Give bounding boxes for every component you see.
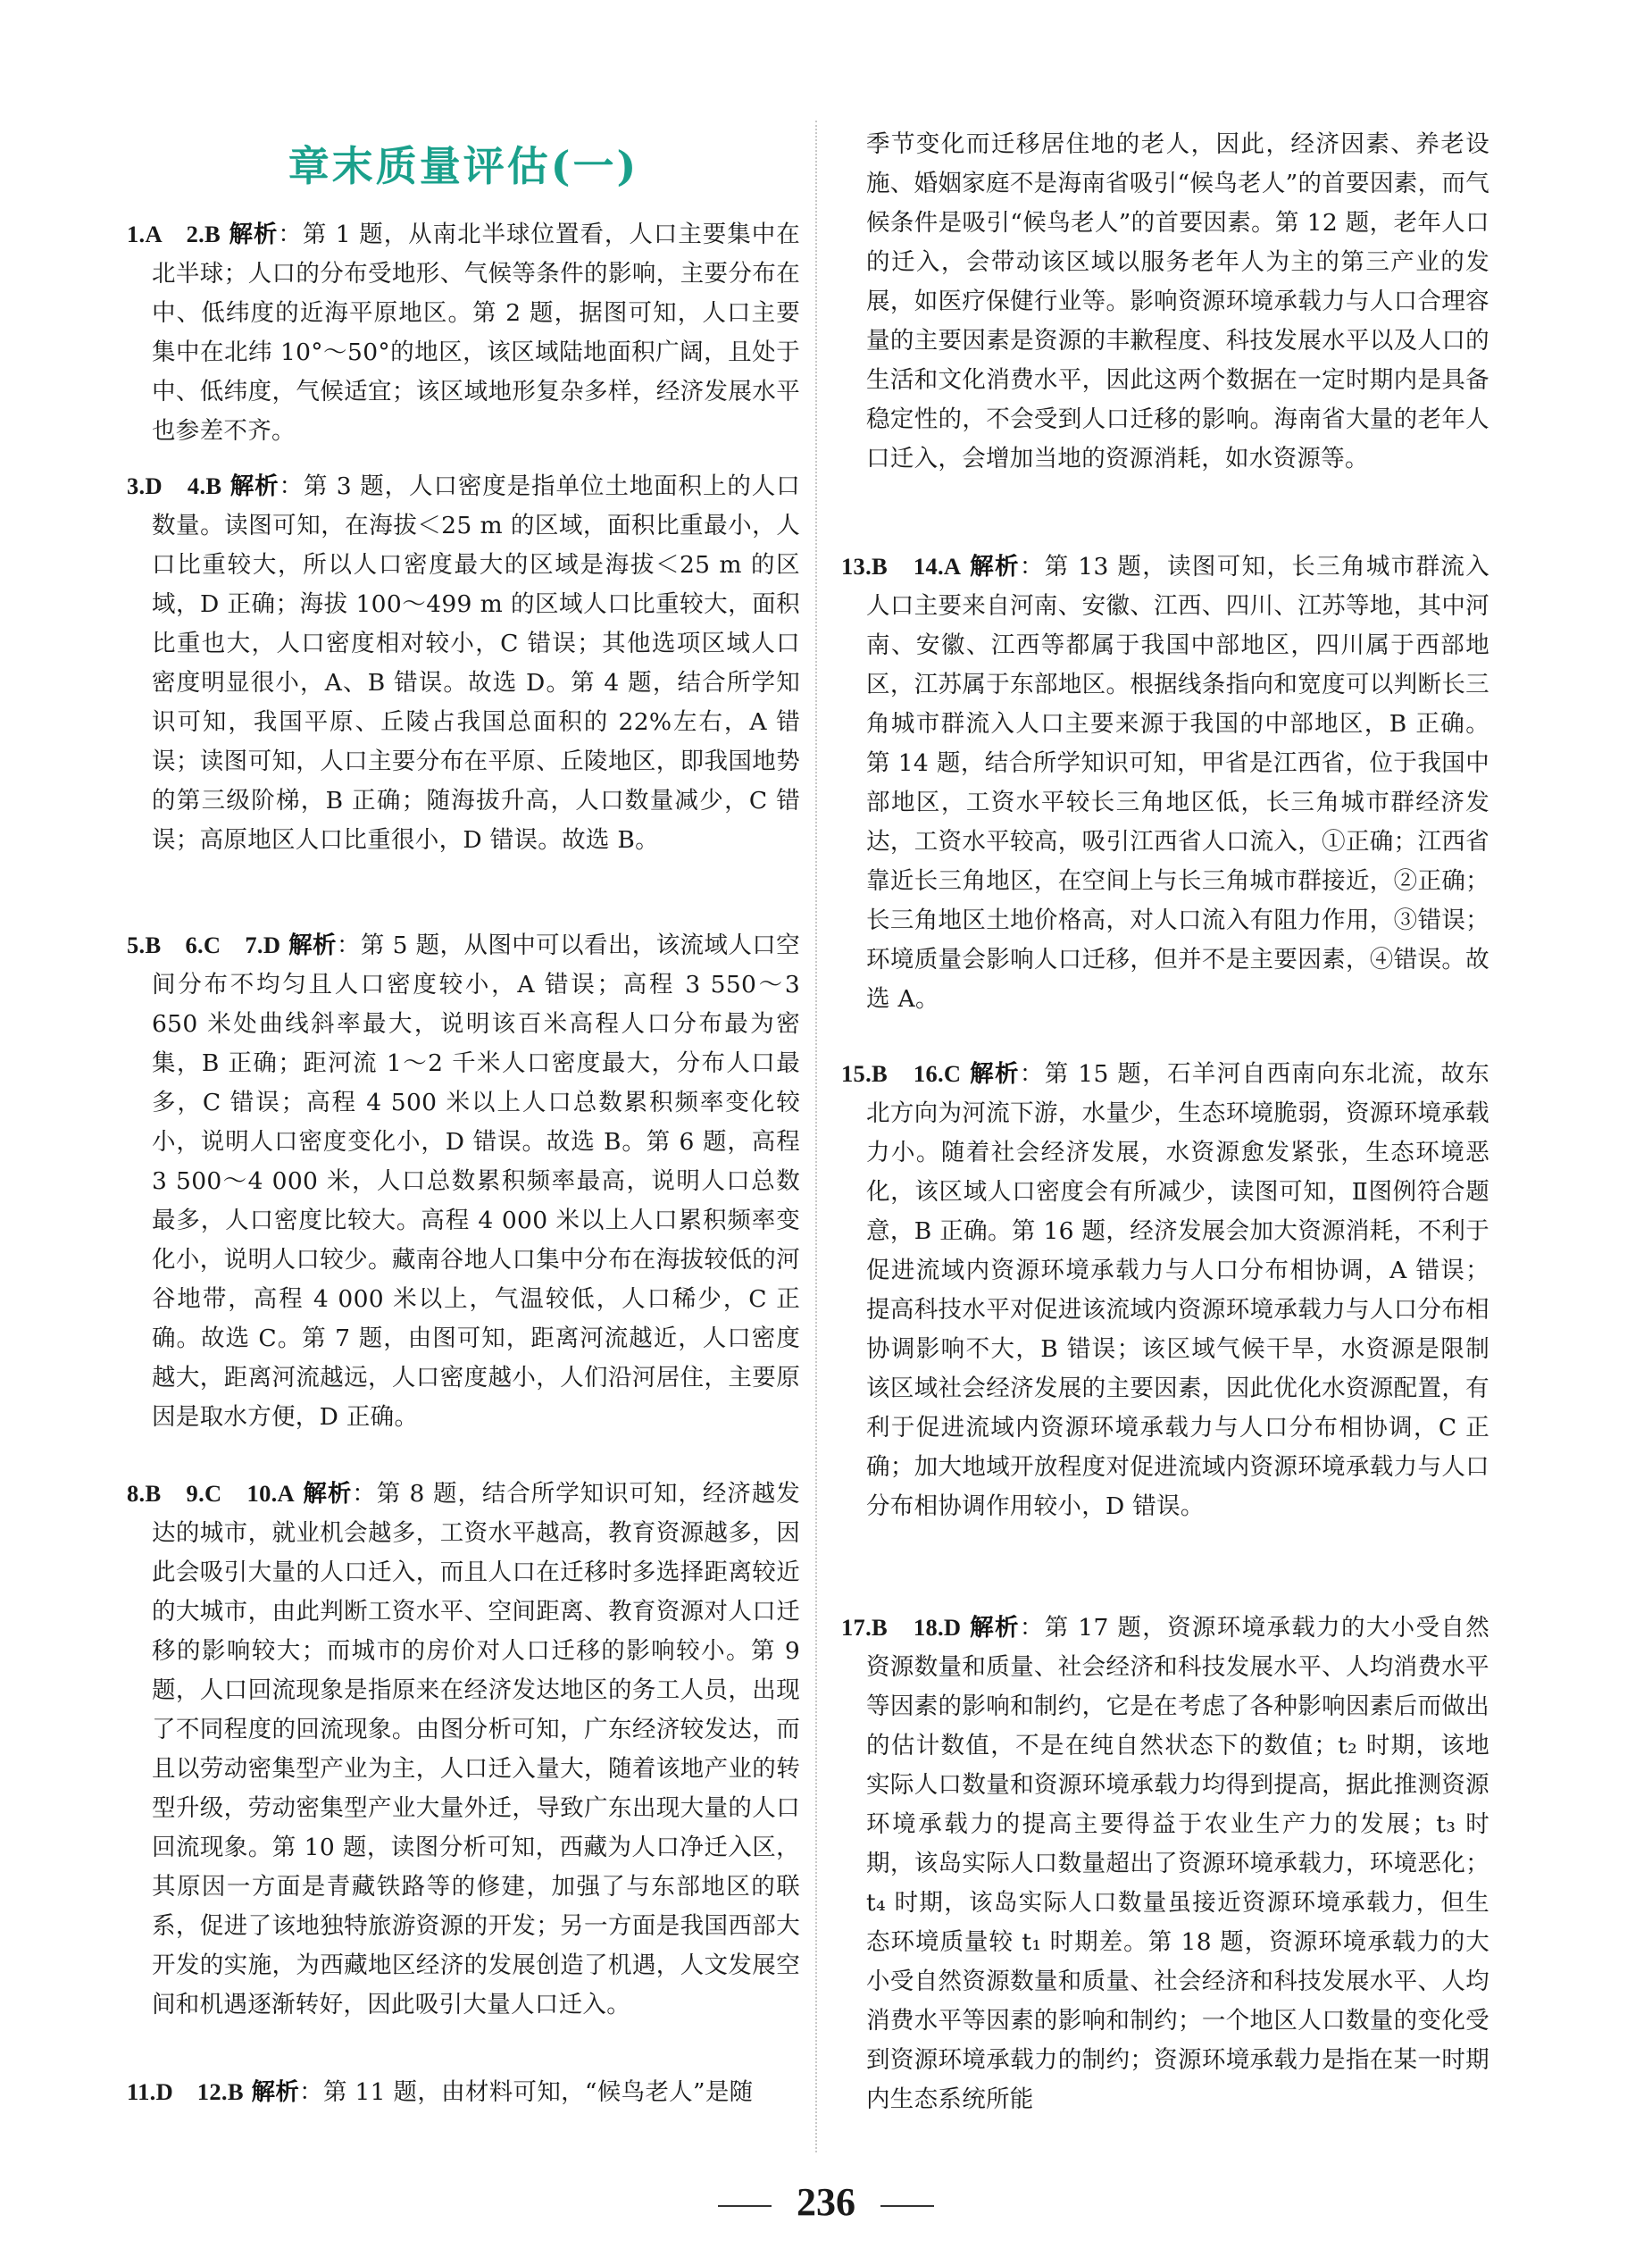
analysis-label: 解析 xyxy=(970,1060,1020,1088)
answer-keys: 3.D 4.B xyxy=(127,472,222,499)
answer-block-5-7 xyxy=(127,925,800,1437)
analysis-label: 解析 xyxy=(229,221,279,248)
answer-block-15-16 xyxy=(841,1054,1489,1526)
answer-keys: 13.B 14.A xyxy=(841,553,962,580)
answer-block-3-4 xyxy=(127,466,800,860)
analysis-text: ：第 8 题，结合所学知识可知，经济越发达的城市，就业机会越多，工资水平越高，教育资源越多，因此会吸引大量的人口迁入，而且人口在迁移时多选择距离较近的大城市，由此判断工资水平、空间距离、教育资源对人口迁移的影响较大；而城市的房价对人口迁移的影响较小。第 9 题，人口回流现象是指原来在经济发达地区的务工人员，出现了不同程度的回流现象。由图分析可知，广东经济较发达，而且以劳动密集型产业为主，人口迁入量大，随着该地产业的转型升级，劳动密集型产业大量外迁，导致广东出现大量的人口回流现象。第 10 题，读图分析可知，西藏为人口净迁入区，其原因一方面是青藏铁路等的修建，加强了与东部地区的联系，促进了该地独特旅游资源的开发；另一方面是我国西部大开发的实施，为西藏地区经济的发展创造了机遇，人文发展空间和机遇逐渐转好，因此吸引大量人口迁入。 xyxy=(152,1480,800,2018)
answer-keys: 11.D 12.B xyxy=(127,2078,244,2105)
answer-block-13-14 xyxy=(841,547,1489,1019)
answer-block-1-2 xyxy=(127,214,800,451)
analysis-text: 季节变化而迁移居住地的老人，因此，经济因素、养老设施、婚姻家庭不是海南省吸引“候鸟老人”的首要因素，而气候条件是吸引“候鸟老人”的首要因素。第 12 题，老年人口的迁入，会带动该区域以服务老年人为主的第三产业的发展，如医疗保健行业等。影响资源环境承载力与人口合理容量的主要因素是资源的丰歉程度、科技发展水平以及人口的生活和文化消费水平，因此这两个数据在一定时期内是具备稳定性的，不会受到人口迁移的影响。海南省大量的老年人口迁入，会增加当地的资源消耗，如水资源等。 xyxy=(866,130,1489,472)
chapter-title: 章末质量评估(一) xyxy=(288,142,639,190)
analysis-text: ：第 1 题，从南北半球位置看，人口主要集中在北半球；人口的分布受地形、气候等条件的影响，主要分布在中、低纬度的近海平原地区。第 2 题，据图可知，人口主要集中在北纬 10°～50°的地区，该区域陆地面积广阔，且处于中、低纬度，气候适宜；该区域地形复杂多样，经济发展水平也参差不齐。 xyxy=(152,221,800,445)
answer-keys: 1.A 2.B xyxy=(127,221,221,247)
analysis-text: ：第 3 题，人口密度是指单位土地面积上的人口数量。读图可知，在海拔＜25 m 的区域，面积比重最小，人口比重较大，所以人口密度最大的区域是海拔＜25 m 的区域，D 正确；海拔 100～499 m 的区域人口比重较大，面积比重也大，人口密度相对较小，C 错误；其他选项区域人口密度明显很小，A、B 错误。故选 D。第 4 题，结合所学知识可知，我国平原、丘陵占我国总面积的 22%左右，A 错误；读图可知，人口主要分布在平原、丘陵地区，即我国地势的第三级阶梯，B 正确；随海拔升高，人口数量减少，C 错误；高原地区人口比重很小，D 错误。故选 B。 xyxy=(152,472,800,854)
page-number-dash-right xyxy=(880,2205,934,2207)
answer-block-17-18 xyxy=(841,1608,1489,2119)
page-number-text: 236 xyxy=(797,2180,855,2224)
analysis-label: 解析 xyxy=(303,1480,353,1508)
page-number-dash-left xyxy=(718,2205,772,2207)
answer-keys: 17.B 18.D xyxy=(841,1614,962,1641)
answer-block-11-12 xyxy=(127,2072,753,2112)
analysis-text: ：第 5 题，从图中可以看出，该流域人口空间分布不均匀且人口密度较小，A 错误；高程 3 550～3 650 米处曲线斜率最大，说明该百米高程人口分布最为密集，B 正确；距河流 1～2 千米人口密度最大，分布人口最多，C 错误；高程 4 500 米以上人口总数累积频率变化较小，说明人口密度变化小，D 错误。故选 B。第 6 题，高程 3 500～4 000 米，人口总数累积频率最高，说明人口总数最多，人口密度比较大。高程 4 000 米以上人口累积频率变化小，说明人口较少。藏南谷地人口集中分布在海拔较低的河谷地带，高程 4 000 米以上，气温较低，人口稀少，C 正确。故选 C。第 7 题，由图可知，距离河流越近，人口密度越大，距离河流越远，人口密度越小，人们沿河居住，主要原因是取水方便，D 正确。 xyxy=(152,932,800,1431)
analysis-label: 解析 xyxy=(288,932,337,959)
answer-keys: 15.B 16.C xyxy=(841,1060,962,1087)
answer-keys: 5.B 6.C 7.D xyxy=(127,932,281,958)
analysis-text: ：第 17 题，资源环境承载力的大小受自然资源数量和质量、社会经济和科技发展水平、人均消费水平等因素的影响和制约，它是在考虑了各种影响因素后而做出的估计数值，不是在纯自然状态下的数值；t₂ 时期，该地实际人口数量和资源环境承载力均得到提高，据此推测资源环境承载力的提高主要得益于农业生产力的发展；t₃ 时期，该岛实际人口数量超出了资源环境承载力，环境恶化；t₄ 时期，该岛实际人口数量虽接近资源环境承载力，但生态环境质量较 t₁ 时期差。第 18 题，资源环境承载力的大小受自然资源数量和质量、社会经济和科技发展水平、人均消费水平等因素的影响和制约；一个地区人口数量的变化受到资源环境承载力的制约；资源环境承载力是指在某一时期内生态系统所能 xyxy=(866,1614,1490,2113)
answer-keys: 8.B 9.C 10.A xyxy=(127,1480,295,1507)
answer-block-11-12-cont xyxy=(841,125,1489,479)
analysis-label: 解析 xyxy=(970,1614,1020,1642)
analysis-label: 解析 xyxy=(251,2078,300,2106)
analysis-label: 解析 xyxy=(229,472,280,500)
answer-block-8-10 xyxy=(127,1474,800,2025)
analysis-text: ：第 15 题，石羊河自西南向东北流，故东北方向为河流下游，水量少，生态环境脆弱，资源环境承载力小。随着社会经济发展，水资源愈发紧张，生态环境恶化，该区域人口密度会有所减少，读图可知，Ⅱ图例符合题意，B 正确。第 16 题，经济发展会加大资源消耗，不利于促进流域内资源环境承载力与人口分布相协调，A 错误；提高科技水平对促进该流域内资源环境承载力与人口分布相协调影响不大，B 错误；该区域气候干旱，水资源是限制该区域社会经济发展的主要因素，因此优化水资源配置，有利于促进流域内资源环境承载力与人口分布相协调，C 正确；加大地域开放程度对促进流域内资源环境承载力与人口分布相协调作用较小，D 错误。 xyxy=(866,1060,1490,1520)
analysis-label: 解析 xyxy=(970,553,1020,581)
page-number xyxy=(0,2179,1652,2225)
analysis-text: ：第 11 题，由材料可知，“候鸟老人”是随 xyxy=(299,2078,754,2106)
column-divider xyxy=(815,121,817,2152)
analysis-text: ：第 13 题，读图可知，长三角城市群流入人口主要来自河南、安徽、江西、四川、江苏等地，其中河南、安徽、江西等都属于我国中部地区，四川属于西部地区，江苏属于东部地区。根据线条指向和宽度可以判断长三角城市群流入人口主要来源于我国的中部地区，B 正确。第 14 题，结合所学知识可知，甲省是江西省，位于我国中部地区，工资水平较长三角地区低，长三角城市群经济发达，工资水平较高，吸引江西省人口流入，①正确；江西省靠近长三角地区，在空间上与长三角城市群接近，②正确；长三角地区土地价格高，对人口流入有阻力作用，③错误；环境质量会影响人口迁移，但并不是主要因素，④错误。故选 A。 xyxy=(866,553,1490,1013)
